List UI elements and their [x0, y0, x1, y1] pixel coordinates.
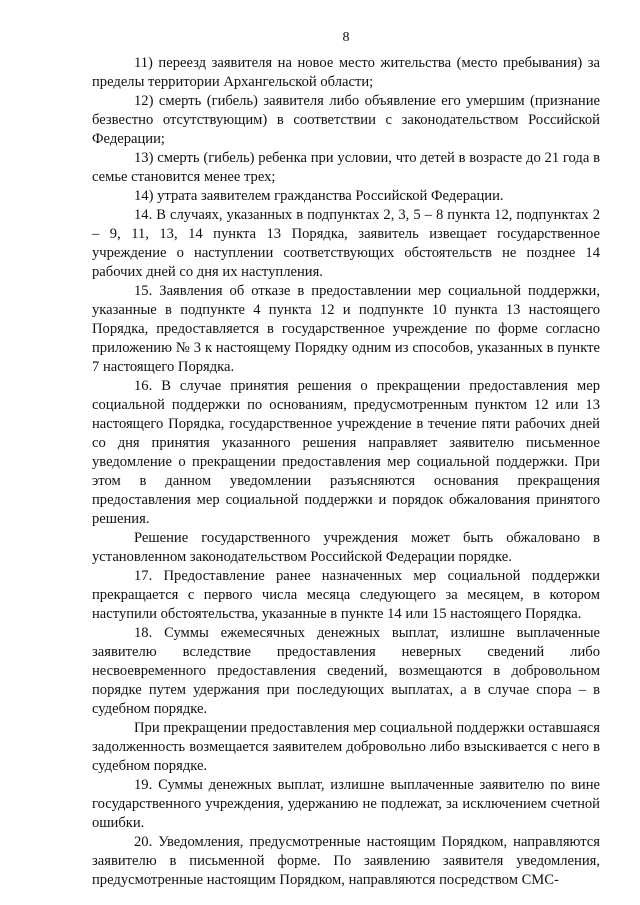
paragraph-item-16-appeal: Решение государственного учреждения может быть обжаловано в установленном законодательством Российской Федерации порядке.: [92, 530, 600, 565]
document-page: [92, 30, 600, 890]
paragraph-item-20: 20. Уведомления, предусмотренные настоящим Порядком, направляются заявителю в письменной форме. По заявлению заявителя уведомления, предусмотренные настоящим Порядком, направляются посредством СМС-: [92, 834, 600, 888]
page-number: 8: [342, 30, 350, 45]
paragraph-subitem-12: 12) смерть (гибель) заявителя либо объявление его умершим (признание безвестно отсутствующим) в соответствии с законодательством Российской Федерации;: [92, 93, 600, 147]
paragraph-item-16: 16. В случае принятия решения о прекращении предоставления мер социальной поддержки по основаниям, предусмотренным пунктом 12 или 13 настоящего Порядка, государственное учреждение в течение пяти рабочих дней со дня принятия указанного решения направляет заявителю письменное уведомление о прекращении предоставления мер социальной поддержки. При этом в данном уведомлении разъясняются основания прекращения предоставления мер социальной поддержки и порядок обжалования принятого решения.: [92, 378, 600, 527]
paragraph-subitem-11: 11) переезд заявителя на новое место жительства (место пребывания) за пределы территории Архангельской области;: [92, 55, 600, 90]
paragraph-item-19: 19. Суммы денежных выплат, излишне выплаченные заявителю по вине государственного учреждения, удержанию не подлежат, за исключением счетной ошибки.: [92, 777, 600, 831]
paragraph-subitem-13: 13) смерть (гибель) ребенка при условии, что детей в возрасте до 21 года в семье становится менее трех;: [92, 150, 600, 185]
paragraph-item-17: 17. Предоставление ранее назначенных мер социальной поддержки прекращается с первого числа месяца следующего за месяцем, в котором наступили обстоятельства, указанные в пункте 14 или 15 настоящего Порядка.: [92, 568, 600, 622]
paragraph-item-15: 15. Заявления об отказе в предоставлении мер социальной поддержки, указанные в подпункте 4 пункта 12 и подпункте 10 пункта 13 настоящего Порядка, предоставляется в государственное учреждение по форме согласно приложению № 3 к настоящему Порядку одним из способов, указанных в пункте 7 настоящего Порядка.: [92, 283, 600, 375]
paragraph-item-18: 18. Суммы ежемесячных денежных выплат, излишне выплаченные заявителю вследствие предоставления неверных сведений либо несвоевременного предоставления сведений, возмещаются в добровольном порядке путем удержания при последующих выплатах, а в случае спора – в судебном порядке.: [92, 625, 600, 717]
paragraph-item-18-debt: При прекращении предоставления мер социальной поддержки оставшаяся задолженность возмещается заявителем добровольно либо взыскивается с него в судебном порядке.: [92, 720, 600, 774]
paragraph-item-14: 14. В случаях, указанных в подпунктах 2, 3, 5 – 8 пункта 12, подпунктах 2 – 9, 11, 13, 14 пункта 13 Порядка, заявитель извещает государственное учреждение о наступлении соответствующих обстоятельств не позднее 14 рабочих дней со дня их наступления.: [92, 207, 600, 280]
paragraph-subitem-14: 14) утрата заявителем гражданства Российской Федерации.: [134, 188, 504, 204]
